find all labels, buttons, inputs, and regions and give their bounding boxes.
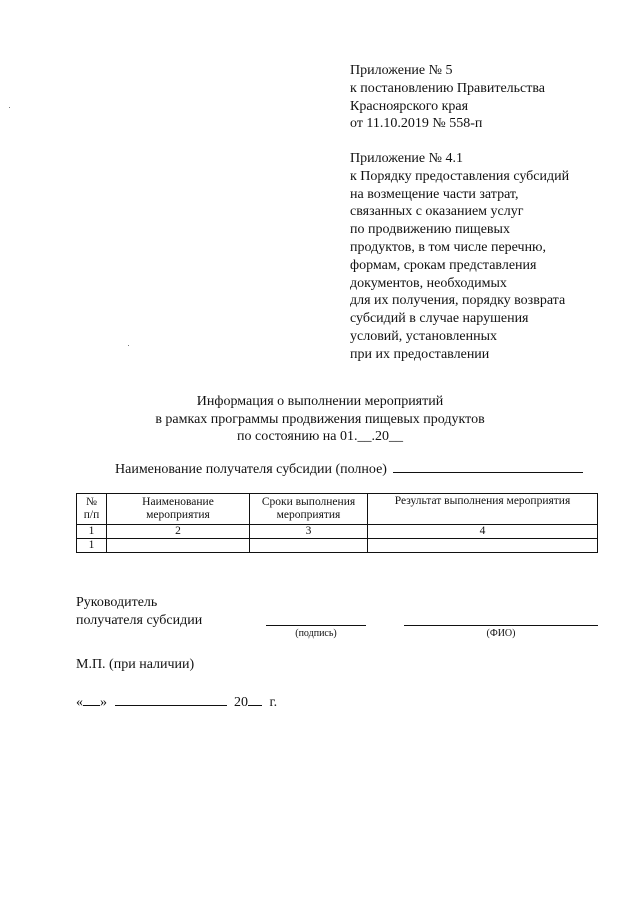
table-cell: 2 [107,525,250,539]
appendix-main-line: от 11.10.2019 № 558-п [350,116,483,132]
appendix-main-line: Приложение № 5 [350,63,453,78]
header-result: Результат выполнения мероприятия [368,494,598,525]
table-row [77,539,598,553]
year-prefix: 20 [234,695,248,710]
day-blank[interactable] [83,693,100,706]
recipient-label: Наименование получателя субсидии (полное) [115,462,387,477]
appendix-main [350,62,545,133]
signature-label [76,594,202,630]
appendix-main-line: Красноярского края [350,98,469,114]
header-deadlines: Сроки выполнения мероприятия [250,494,368,525]
header-activity-name: Наименование мероприятия [107,494,250,525]
date-field [76,693,277,711]
signature-label-line-2: получателя субсидии [76,613,203,628]
appendix-sub-line: субсидий в случае нарушения [350,311,529,327]
recipient-blank-line[interactable] [393,460,583,473]
appendix-sub-line: к Порядку предоставления субсидий [350,168,570,184]
appendix-sub-line: Приложение № 4.1 [350,151,463,166]
title-line-1: Информация о выполнении мероприятий [196,394,444,409]
table-cell: 3 [250,525,368,539]
appendix-sub-line: связанных с оказанием услуг [350,204,524,220]
appendix-sub-line: для их получения, порядку возврата [350,293,566,309]
appendix-sub-line: продуктов, в том числе перечню, [350,239,547,255]
appendix-sub-line: на возмещение части затрат, [350,186,519,202]
month-blank[interactable] [115,693,227,706]
year-blank[interactable] [248,693,262,706]
year-suffix: г. [269,695,278,710]
appendix-main-line: к постановлению Правительства [350,80,546,96]
appendix-sub-line: формам, срокам представления [350,257,537,273]
title-line-3: по состоянию на 01.__.20__ [236,429,404,444]
table-cell: 1 [77,539,107,553]
appendix-sub-line: документов, необходимых [350,275,507,291]
recipient-field [115,460,583,478]
full-name-line[interactable] [404,625,598,626]
table-cell: 1 [77,525,107,539]
header-number: № п/п [77,494,107,525]
signature-label-line-1: Руководитель [76,595,158,610]
document-title [0,393,640,446]
date-close-quote: » [100,695,107,710]
stamp-note: М.П. (при наличии) [76,657,195,672]
date-open-quote: « [76,695,83,710]
table-cell[interactable] [368,539,598,553]
table-header-row [77,494,598,525]
scan-speck [128,345,129,346]
appendix-sub-line: условий, установленных [350,328,498,344]
signature-caption: (подпись) [295,628,337,639]
title-line-2: в рамках программы продвижения пищевых продуктов [155,411,485,427]
table-cell: 4 [368,525,598,539]
table-numbering-row [77,525,598,539]
table-cell[interactable] [107,539,250,553]
appendix-sub-line: при их предоставлении [350,346,490,362]
appendix-sub-line: по продвижению пищевых [350,222,510,238]
table-cell[interactable] [250,539,368,553]
full-name-caption: (ФИО) [486,628,516,639]
scan-speck [9,107,10,108]
signature-line[interactable] [266,625,366,626]
appendix-sub [350,150,569,364]
activities-table [76,493,598,553]
